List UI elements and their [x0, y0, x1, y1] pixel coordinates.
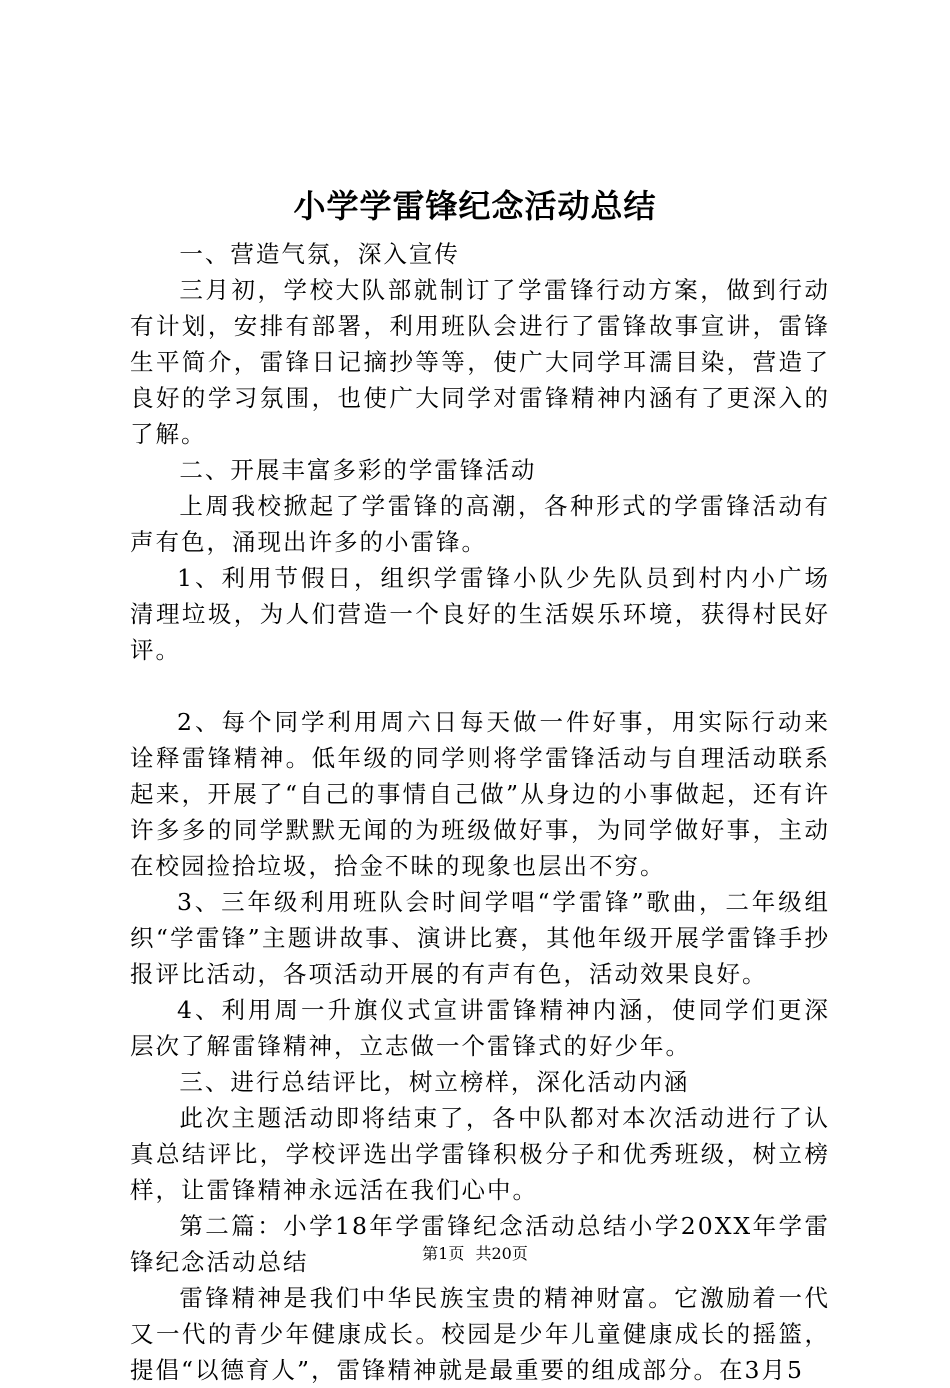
document-title: 小学学雷锋纪念活动总结 — [293, 187, 657, 225]
list-item: 2、每个同学利用周六日每天做一件好事，用实际行动来诠释雷锋精神。低年级的同学则将学雷锋活动与自理活动联系起来，开展了“自己的事情自己做”从身边的小事做起，还有许许多多的同学默默无闻的为班级做好事，为同学做好事，主动在校园捡拾垃圾，拾金不昧的现象也层出不穷。 — [130, 708, 830, 880]
paragraph: 三月初，学校大队部就制订了学雷锋行动方案，做到行动有计划，安排有部署，利用班队会进行了雷锋故事宣讲，雷锋生平简介，雷锋日记摘抄等等，使广大同学耳濡目染，营造了良好的学习氛围，也使广大同学对雷锋精神内涵有了更深入的了解。 — [130, 276, 830, 448]
list-item: 4、利用周一升旗仪式宣讲雷锋精神内涵，使同学们更深层次了解雷锋精神，立志做一个雷锋式的好少年。 — [130, 996, 830, 1060]
second-article-heading: 第二篇：小学18年学雷锋纪念活动总结小学20XX年学雷锋纪念活动总结 — [130, 1212, 830, 1276]
paragraph: 此次主题活动即将结束了，各中队都对本次活动进行了认真总结评比，学校评选出学雷锋积极分子和优秀班级，树立榜样，让雷锋精神永远活在我们心中。 — [130, 1104, 830, 1204]
section-heading-3: 三、进行总结评比，树立榜样，深化活动内涵 — [179, 1068, 690, 1096]
list-item: 1、利用节假日，组织学雷锋小队少先队员到村内小广场清理垃圾，为人们营造一个良好的生活娱乐环境，获得村民好评。 — [130, 564, 830, 664]
page-total: 共20页 — [475, 1244, 528, 1263]
page-footer — [0, 1244, 950, 1264]
paragraph: 雷锋精神是我们中华民族宝贵的精神财富。它激励着一代又一代的青少年健康成长。校园是少年儿童健康成长的摇篮，提倡“以德育人”，雷锋精神就是最重要的组成部分。在3月5 — [130, 1284, 830, 1384]
section-heading-1: 一、营造气氛，深入宣传 — [179, 240, 460, 268]
document-body — [130, 236, 830, 1388]
paragraph: 上周我校掀起了学雷锋的高潮，各种形式的学雷锋活动有声有色，涌现出许多的小雷锋。 — [130, 492, 830, 556]
list-item: 3、三年级利用班队会时间学唱“学雷锋”歌曲，二年级组织“学雷锋”主题讲故事、演讲比赛，其他年级开展学雷锋手抄报评比活动，各项活动开展的有声有色，活动效果良好。 — [130, 888, 830, 988]
page-number: 第1页 — [422, 1244, 465, 1263]
section-heading-2: 二、开展丰富多彩的学雷锋活动 — [179, 456, 537, 484]
